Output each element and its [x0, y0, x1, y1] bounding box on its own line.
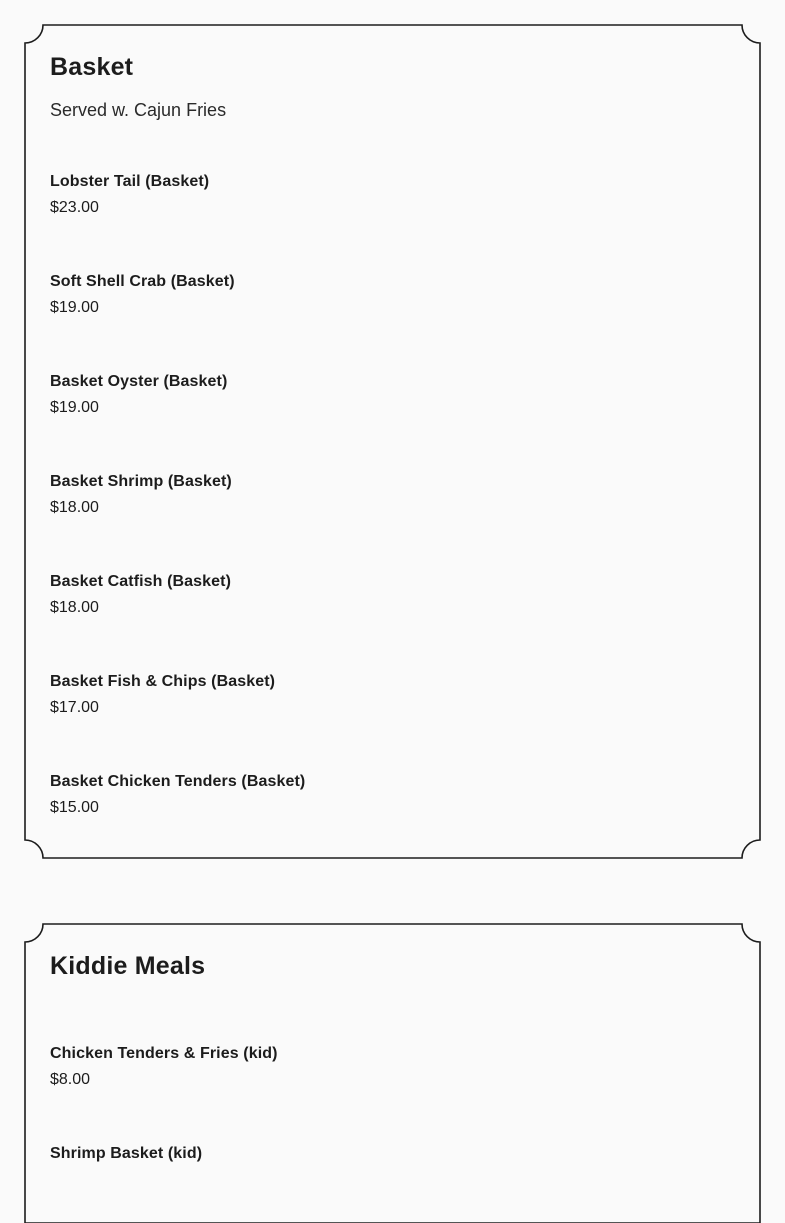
card-border	[24, 24, 761, 859]
item-name: Basket Chicken Tenders (Basket)	[50, 773, 306, 790]
item-price: $8.00	[50, 1071, 91, 1088]
menu-item[interactable]	[50, 1044, 278, 1090]
item-name: Basket Oyster (Basket)	[50, 373, 228, 390]
menu-item[interactable]	[50, 572, 231, 618]
item-name: Basket Fish & Chips (Basket)	[50, 673, 276, 690]
menu-item[interactable]	[50, 472, 232, 518]
item-name: Chicken Tenders & Fries (kid)	[50, 1045, 278, 1062]
menu-item[interactable]	[50, 372, 227, 418]
menu-item[interactable]	[50, 1144, 202, 1164]
menu-section-kiddie-meals	[24, 923, 761, 1223]
menu-item[interactable]	[50, 772, 305, 818]
item-price: $19.00	[50, 299, 99, 316]
item-name: Basket Catfish (Basket)	[50, 573, 232, 590]
item-price: $23.00	[50, 199, 99, 216]
section-title: Basket	[50, 53, 134, 81]
item-name: Shrimp Basket (kid)	[50, 1145, 203, 1162]
item-price: $15.00	[50, 799, 99, 816]
item-price: $18.00	[50, 499, 99, 516]
section-title: Kiddie Meals	[50, 952, 206, 980]
item-price: $18.00	[50, 599, 99, 616]
item-name: Basket Shrimp (Basket)	[50, 473, 232, 490]
menu-section-basket	[24, 24, 761, 859]
menu-item[interactable]	[50, 172, 209, 218]
section-subtitle: Served w. Cajun Fries	[50, 100, 227, 120]
item-price: $19.00	[50, 399, 99, 416]
menu-item[interactable]	[50, 272, 235, 318]
item-name: Soft Shell Crab (Basket)	[50, 273, 235, 290]
item-price: $17.00	[50, 699, 99, 716]
menu-item[interactable]	[50, 672, 275, 718]
item-name: Lobster Tail (Basket)	[50, 173, 210, 190]
